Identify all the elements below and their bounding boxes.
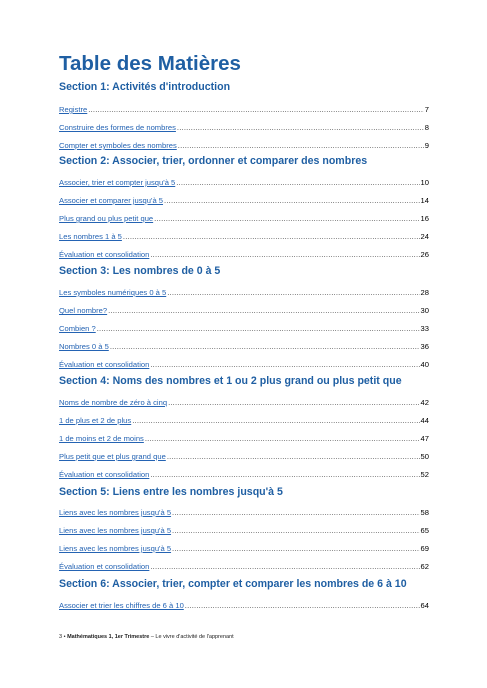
toc-page-number: 16 (420, 214, 429, 223)
toc-entry-link[interactable]: Les symboles numériques 0 à 5 (59, 288, 167, 297)
toc-entry[interactable] (59, 247, 429, 259)
toc-page-number: 26 (420, 250, 429, 259)
toc-entry[interactable] (59, 505, 429, 517)
toc-page-number: 9 (424, 141, 429, 150)
toc-page-number: 10 (420, 178, 429, 187)
toc-entry[interactable] (59, 303, 429, 315)
toc-entry-link[interactable]: Construire des formes de nombres (59, 123, 176, 132)
dot-leader (132, 416, 419, 425)
dot-leader (150, 250, 419, 259)
toc-entry[interactable] (59, 339, 429, 351)
dot-leader (145, 434, 420, 443)
dot-leader (177, 123, 424, 132)
toc-entry[interactable] (59, 467, 429, 479)
toc-page-number: 24 (420, 232, 429, 241)
toc-entry[interactable] (59, 285, 429, 297)
toc-entry-link[interactable]: Plus petit que et plus grand que (59, 452, 166, 461)
toc-entry-link[interactable]: Quel nombre? (59, 306, 108, 315)
toc-page-number: 64 (420, 601, 429, 610)
page-title: Table des Matières (59, 52, 241, 75)
toc-entry-link[interactable]: Associer, trier et compter jusqu'à 5 (59, 178, 176, 187)
toc-page-number: 40 (420, 360, 429, 369)
toc-entry[interactable] (59, 102, 429, 114)
dot-leader (167, 452, 420, 461)
toc-page-number: 58 (420, 508, 429, 517)
toc-entry-link[interactable]: Évaluation et consolidation (59, 562, 150, 571)
toc-entry[interactable] (59, 193, 429, 205)
toc-entry[interactable] (59, 523, 429, 535)
toc-entry[interactable] (59, 541, 429, 553)
toc-page-number: 65 (420, 526, 429, 535)
toc-entry-link[interactable]: Associer et comparer jusqu'à 5 (59, 196, 164, 205)
toc-page-number: 30 (420, 306, 429, 315)
toc-page-number: 50 (420, 452, 429, 461)
section-heading: Section 5: Liens entre les nombres jusqu'à 5 (59, 486, 283, 498)
section-heading: Section 1: Activités d'introduction (59, 81, 231, 93)
section-heading: Section 6: Associer, trier, compter et comparer les nombres de 6 à 10 (59, 578, 407, 590)
footer-book-title: Le vivre d'activité de l'apprenant (155, 634, 234, 640)
toc-entry-link[interactable]: 1 de moins et 2 de moins (59, 434, 144, 443)
toc-entry-link[interactable]: Plus grand ou plus petit que (59, 214, 154, 223)
toc-page-number: 62 (420, 562, 429, 571)
toc-entry[interactable] (59, 449, 429, 461)
dot-leader (108, 306, 419, 315)
toc-entry[interactable] (59, 395, 429, 407)
toc-entry-link[interactable]: Liens avec les nombres jusqu'à 5 (59, 508, 172, 517)
section-heading: Section 3: Les nombres de 0 à 5 (59, 265, 221, 277)
toc-entry[interactable] (59, 559, 429, 571)
toc-page-number: 69 (420, 544, 429, 553)
toc-entry-link[interactable]: Évaluation et consolidation (59, 250, 150, 259)
toc-page-number: 36 (420, 342, 429, 351)
dot-leader (123, 232, 420, 241)
toc-page-number: 7 (424, 105, 429, 114)
toc-page-number: 8 (424, 123, 429, 132)
dot-leader (178, 141, 424, 150)
footer-page-number: 3 (59, 634, 63, 640)
dot-leader (176, 178, 419, 187)
toc-entry[interactable] (59, 598, 429, 610)
toc-page-number: 47 (420, 434, 429, 443)
dot-leader (150, 562, 419, 571)
dot-leader (172, 526, 420, 535)
toc-entry[interactable] (59, 321, 429, 333)
dot-leader (150, 470, 419, 479)
toc-entry[interactable] (59, 120, 429, 132)
page-footer (59, 634, 234, 640)
dot-leader (168, 398, 419, 407)
section-heading: Section 4: Noms des nombres et 1 ou 2 plus grand ou plus petit que (59, 375, 402, 387)
toc-entry-link[interactable]: Les nombres 1 à 5 (59, 232, 122, 241)
toc-entry[interactable] (59, 357, 429, 369)
dot-leader (110, 342, 420, 351)
toc-entry[interactable] (59, 413, 429, 425)
toc-entry[interactable] (59, 229, 429, 241)
dot-leader (172, 508, 420, 517)
toc-entry-link[interactable]: Évaluation et consolidation (59, 360, 150, 369)
dot-leader (172, 544, 420, 553)
toc-entry[interactable] (59, 211, 429, 223)
toc-page-number: 14 (420, 196, 429, 205)
toc-entry-link[interactable]: Liens avec les nombres jusqu'à 5 (59, 526, 172, 535)
toc-page-number: 52 (420, 470, 429, 479)
footer-subject: Mathématiques 1, 1er Trimestre (67, 634, 150, 640)
dot-leader (185, 601, 420, 610)
dot-leader (150, 360, 419, 369)
dot-leader (154, 214, 419, 223)
toc-page-number: 33 (420, 324, 429, 333)
dot-leader (88, 105, 423, 114)
footer-separator: • (63, 634, 66, 640)
toc-entry-link[interactable]: Associer et trier les chiffres de 6 à 10 (59, 601, 184, 610)
toc-entry-link[interactable]: Évaluation et consolidation (59, 470, 150, 479)
section-heading: Section 2: Associer, trier, ordonner et comparer des nombres (59, 155, 368, 167)
dot-leader (97, 324, 420, 333)
dot-leader (164, 196, 420, 205)
toc-page-number: 42 (420, 398, 429, 407)
toc-entry-link[interactable]: Compter et symboles des nombres (59, 141, 177, 150)
toc-entry-link[interactable]: Nombres 0 à 5 (59, 342, 109, 351)
toc-entry-link[interactable]: 1 de plus et 2 de plus (59, 416, 132, 425)
toc-entry[interactable] (59, 175, 429, 187)
dot-leader (167, 288, 419, 297)
toc-entry-link[interactable]: Combien ? (59, 324, 96, 333)
toc-page-number: 28 (420, 288, 429, 297)
toc-entry[interactable] (59, 431, 429, 443)
footer-dash: – (150, 634, 154, 640)
toc-entry-link[interactable]: Registre (59, 105, 88, 114)
toc-entry-link[interactable]: Liens avec les nombres jusqu'à 5 (59, 544, 172, 553)
toc-entry[interactable] (59, 138, 429, 150)
toc-entry-link[interactable]: Noms de nombre de zéro à cinq (59, 398, 168, 407)
toc-page-number: 44 (420, 416, 429, 425)
